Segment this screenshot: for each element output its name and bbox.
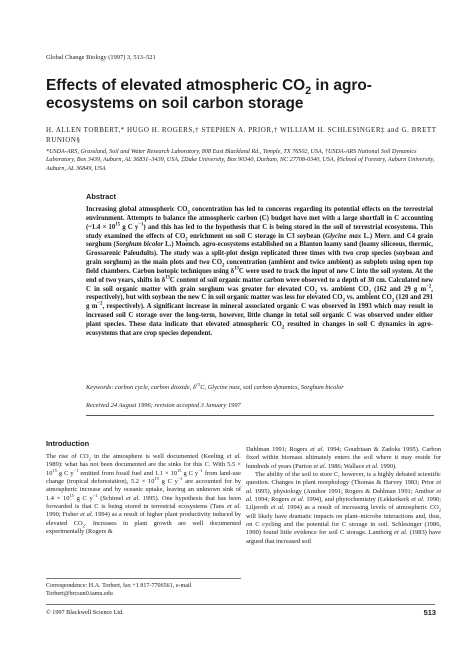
body-column-left: The rise of $CO_2$ in the atmosphere is well documented (Keeling et al. 1989): what has not been documented are the sinks for this C. With $5.5 \times 10^{15}$ g C $y^{-1}$ emitted from fossil fuel and $1.1 \times 10^{15}$ g C $y^{-1}$ from land-use change (tropical deforestation), $5.2 \times 10^{15}$ g C $y^{-1}$ are accounted for by atmospheric increase and by oceanic uptake, leaving an unknown sink of $1.4 \times 10^{15}$ g C $y^{-1}$ (Schimel et al. 1995). One hypothesis that has been forwarded is that C is being stored in terrestrial ecosystems (Tans et al. 1990; Fisher et al. 1994) as a result of higher plant productivity induced by elevated $CO_2$. Increases in plant growth are well documented experimentally (Rogers & xyxy=(46,453,242,536)
received-dates: Received 24 August 1996; revision accepted 3 January 1997 xyxy=(86,402,241,409)
correspondence-note: Correspondence: H.A. Torbert, fax +1 817-7706561, e-mail Torbert@brcsun0.tamu.edu xyxy=(46,583,192,598)
introduction-heading: Introduction xyxy=(46,439,90,448)
body-column-right: Dahlman 1991; Rogers et al. 1994; Goudriaan & Zadoks 1995). Carbon fixed within biomass ultimately enters the soil where it may reside for hundreds of years (Parton et al. 1986; Wallace et al. 1990). The ability of the soil to store C, however, is a highly debated scientific question. Changes in plant morphology (Thomas & Harvey 1983; Prior et al. 1995), physiology (Amthor 1991; Rogers & Dahlman 1991; Amthor et al. 1994; Rogers et al. 1994), and phytochemistry (Lekkerkerk et al. 1990; Liljeroth et al. 1994) as a result of increasing levels of atmospheric $CO_2$ will likely have dramatic impacts on plant–microbe interactions and, thus, on C cycling and the potential for C storage in soil. Schlesinger (1986, 1990) found little evidence for soil C storage. Lamborg et al. (1983) have argued that increased soil xyxy=(246,446,442,545)
page-number: 513 xyxy=(423,608,436,617)
abstract-heading: Abstract xyxy=(86,192,116,201)
author-list: H. ALLEN TORBERT,* HUGO H. ROGERS,† STEPHEN A. PRIOR,† WILLIAM H. SCHLESINGER‡ and G. BRETT RUNION§ xyxy=(46,126,437,144)
journal-citation: Global Change Biology (1997) 3, 513–521 xyxy=(46,54,156,61)
paper-title: Effects of elevated atmospheric $CO_2$ in agro-ecosystems on soil carbon storage xyxy=(46,77,372,112)
footer-divider xyxy=(46,604,435,605)
keywords: Keywords: carbon cycle, carbon dioxide, $\delta^{13}C$, Glycine max, soil carbon dynamics, Sorghum bicolor xyxy=(86,381,344,391)
author-affiliations: *USDA-ARS, Grassland, Soil and Water Research Laboratory, 808 East Blackland Rd., Temple, TX 76502, USA, †USDA-ARS National Soil Dynamics Laboratory, Box 3439, Auburn, AL 36831–3439, USA, ‡Duke University, Box 90340, Durham, NC 27708-0340, USA, §School of Forestry, Auburn University, Auburn, AL 36849, USA xyxy=(46,149,435,172)
footnote-divider xyxy=(46,578,241,579)
copyright-notice: © 1997 Blackwell Science Ltd. xyxy=(46,609,124,616)
abstract-body: Increasing global atmospheric $CO_2$ concentration has led to concerns regarding its potential effects on the terrestrial environment. Attempts to balance the atmospheric carbon (C) budget have met with a large shortfall in C accounting (~1.4 × $10^{15}$ g C $y^{-1}$) and this has led to the hypothesis that C is being stored in the soil of terrestrial ecosystems. This study examined the effects of $CO_2$ enrichment on soil C storage in C3 soybean (Glycine max L.) Merr. and C4 grain sorghum (Sorghum bicolor L.) Moench. agro-ecosystems established on a Blanton loamy sand (loamy siliceous, thermic, Grossarenic Paleudults). The study was a split-plot design replicated three times with two crop species (soybean and grain sorghum) as the main plots and two $CO_2$ concentration (ambient and twice ambient) as subplots using open top field chambers. Carbon isotopic techniques using $\delta^{13}C$ were used to track the input of new C into the soil system. At the end of two years, shifts in $\delta^{13}C$ content of soil organic matter carbon were observed to a depth of 30 cm. Calculated new C in soil organic matter with grain sorghum was greater for elevated $CO_2$ vs. ambient $CO_2$ (162 and 29 g $m^{-2}$, respectively), but with soybean the new C in soil organic matter was less for elevated $CO_2$ vs. ambient $CO_2$ (120 and 291 g $m^{-2}$, respectively). A significant increase in mineral associated organic C was observed in 1993 which may result in increased soil C storage over the long-term, however, little change in total soil organic C was observed under either plant species. These data indicate that elevated atmospheric $CO_2$ resulted in changes in soil C dynamics in agro-ecosystems that are crop species dependent. xyxy=(86,206,433,337)
abstract-divider xyxy=(86,415,434,416)
